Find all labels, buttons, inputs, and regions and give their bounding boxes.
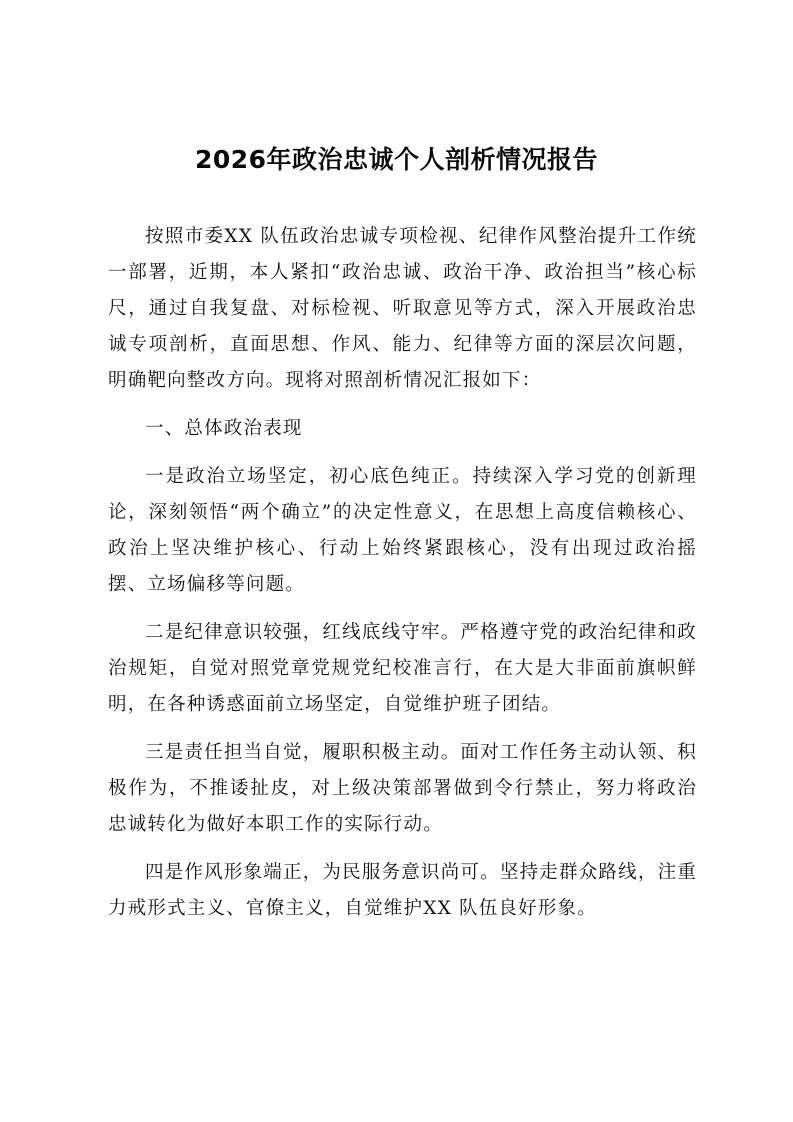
section-heading: 一、总体政治表现	[145, 418, 303, 439]
page-title: 2026年政治忠诚个人剖析情况报告	[194, 145, 599, 174]
intro-paragraph: 按照市委XX 队伍政治忠诚专项检视、纪律作风整治提升工作统一部署，近期，本人紧扣“政治忠诚、政治干净、政治担当”核心标尺，通过自我复盘、对标检视、听取意见等方式，深入开展政治忠诚专项剖析，直面思想、作风、能力、纪律等方面的深层次问题，明确靶向整改方向。现将对照剖析情况汇报如下：	[108, 226, 697, 391]
paragraph-point-2: 二是纪律意识较强，红线底线守牢。严格遵守党的政治纪律和政治规矩，自觉对照党章党规党纪校准言行，在大是大非面前旗帜鲜明，在各种诱惑面前立场坚定，自觉维护班子团结。	[108, 622, 697, 715]
paragraph-point-1: 一是政治立场坚定，初心底色纯正。持续深入学习党的创新理论，深刻领悟“两个确立”的决定性意义，在思想上高度信赖核心、政治上坚决维护核心、行动上始终紧跟核心，没有出现过政治摇摆、立场偏移等问题。	[108, 466, 697, 595]
paragraph-point-4: 四是作风形象端正，为民服务意识尚可。坚持走群众路线，注重力戒形式主义、官僚主义，自觉维护XX 队伍良好形象。	[108, 862, 697, 919]
paragraph-point-3: 三是责任担当自觉，履职积极主动。面对工作任务主动认领、积极作为，不推诿扯皮，对上级决策部署做到令行禁止，努力将政治忠诚转化为做好本职工作的实际行动。	[108, 742, 697, 835]
document-body	[108, 219, 697, 939]
